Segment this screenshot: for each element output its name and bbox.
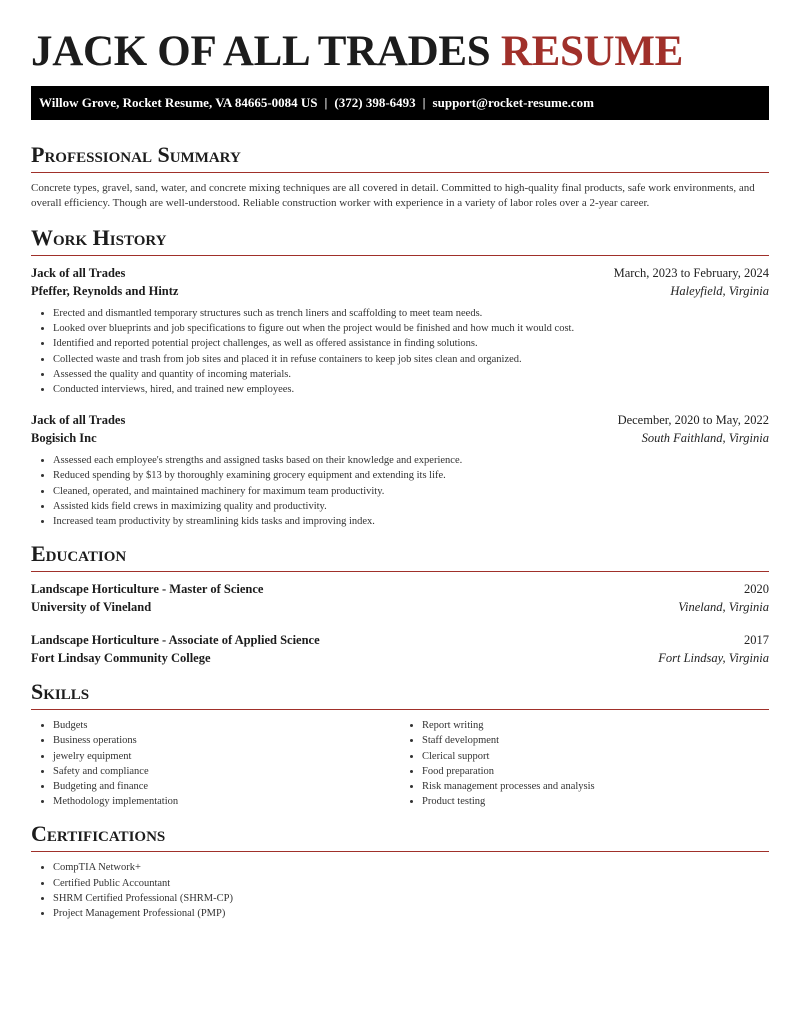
certification-item: • SHRM Certified Professional (SHRM-CP) — [53, 891, 769, 906]
certifications-section — [31, 821, 769, 921]
contact-email[interactable]: support@rocket-resume.com — [432, 95, 594, 110]
skill-item: • Business operations — [53, 733, 400, 748]
education-entry — [31, 580, 769, 616]
certification-item: • Project Management Professional (PMP) — [53, 906, 769, 921]
certifications-heading: Certifications — [31, 821, 166, 847]
school-name: Fort Lindsay Community College — [31, 651, 211, 666]
job-entry — [31, 264, 769, 397]
skill-item: • Food preparation — [422, 764, 769, 779]
job-company: Bogisich Inc — [31, 431, 97, 446]
skills-section — [31, 679, 769, 809]
certification-item: • CompTIA Network+ — [53, 860, 769, 875]
list-item: • Assessed each employee's strengths and assigned tasks based on their knowledge and experience. — [53, 453, 769, 468]
list-item: • Cleaned, operated, and maintained machinery for maximum team productivity. — [53, 484, 769, 499]
skill-item: • Risk management processes and analysis — [422, 779, 769, 794]
job-bullets — [31, 453, 769, 529]
certification-item: • Certified Public Accountant — [53, 876, 769, 891]
list-item: • Reduced spending by $13 by thoroughly examining grocery equipment and extending its life. — [53, 468, 769, 483]
job-dates: March, 2023 to February, 2024 — [613, 266, 769, 280]
degree-name: Landscape Horticulture - Associate of Applied Science — [31, 633, 320, 648]
contact-bar — [31, 86, 769, 120]
degree-name: Landscape Horticulture - Master of Science — [31, 582, 264, 597]
job-entry — [31, 411, 769, 529]
job-location: South Faithland, Virginia — [641, 431, 769, 446]
job-title: Jack of all Trades — [31, 413, 126, 428]
section-divider — [31, 255, 769, 256]
skills-columns — [31, 710, 769, 809]
school-location: Fort Lindsay, Virginia — [658, 651, 769, 666]
skills-list-right — [400, 718, 769, 809]
skills-list-left — [31, 718, 400, 809]
school-location: Vineland, Virginia — [678, 600, 769, 615]
job-bullets — [31, 306, 769, 397]
contact-separator: | — [324, 95, 328, 110]
certifications-list — [31, 860, 769, 921]
degree-year: 2020 — [744, 582, 769, 597]
job-title: Jack of all Trades — [31, 266, 126, 280]
job-dates: December, 2020 to May, 2022 — [617, 413, 769, 428]
education-entry — [31, 631, 769, 667]
section-divider — [31, 172, 769, 173]
work-section — [31, 225, 769, 529]
skill-item: • Budgeting and finance — [53, 779, 400, 794]
job-location: Haleyfield, Virginia — [670, 284, 769, 298]
skill-item: • Report writing — [422, 718, 769, 733]
education-section — [31, 541, 769, 667]
skill-item: • Methodology implementation — [53, 794, 400, 809]
summary-section — [31, 142, 769, 211]
list-item: • Conducted interviews, hired, and trained new employees. — [53, 382, 769, 397]
education-heading: Education — [31, 541, 127, 567]
job-company: Pfeffer, Reynolds and Hintz — [31, 284, 179, 298]
school-name: University of Vineland — [31, 600, 152, 615]
list-item: • Assisted kids field crews in maximizing quality and productivity. — [53, 499, 769, 514]
list-item: • Collected waste and trash from job sites and placed it in refuse containers to keep job sites clean and organized. — [53, 352, 769, 367]
degree-year: 2017 — [744, 633, 769, 648]
skill-item: • jewelry equipment — [53, 749, 400, 764]
list-item: • Looked over blueprints and job specifications to figure out when the project would be finished and how much it would cost. — [53, 321, 769, 336]
skill-item: • Budgets — [53, 718, 400, 733]
skill-item: • Clerical support — [422, 749, 769, 764]
name-text: JACK OF ALL TRADES — [31, 28, 491, 75]
skill-item: • Staff development — [422, 733, 769, 748]
skill-item: • Safety and compliance — [53, 764, 400, 779]
list-item: • Identified and reported potential project challenges, as well as offered assistance in finding solutions. — [53, 336, 769, 351]
contact-separator: | — [422, 95, 426, 110]
work-heading: Work History — [31, 225, 167, 250]
skill-item: • Product testing — [422, 794, 769, 809]
contact-phone: (372) 398-6493 — [334, 95, 416, 110]
section-divider — [31, 571, 769, 572]
summary-heading: Professional Summary — [31, 142, 241, 167]
skills-heading: Skills — [31, 679, 90, 705]
summary-text: Concrete types, gravel, sand, water, and concrete mixing techniques are all covered in detail. Committed to high-quality final products, safe work environments, and overall efficiency. Though are well-understood. Reliable construction worker with experience in a variety of labor roles over a 2-year career. — [31, 182, 755, 209]
list-item: • Erected and dismantled temporary structures such as trench liners and scaffolding to meet team needs. — [53, 306, 769, 321]
section-divider — [31, 851, 769, 852]
title-accent: RESUME — [500, 28, 683, 75]
contact-address: Willow Grove, Rocket Resume, VA 84665-0084 US — [39, 95, 318, 110]
list-item: • Increased team productivity by streamlining kids tasks and improving index. — [53, 514, 769, 529]
list-item: • Assessed the quality and quantity of incoming materials. — [53, 367, 769, 382]
resume-title — [31, 0, 769, 76]
